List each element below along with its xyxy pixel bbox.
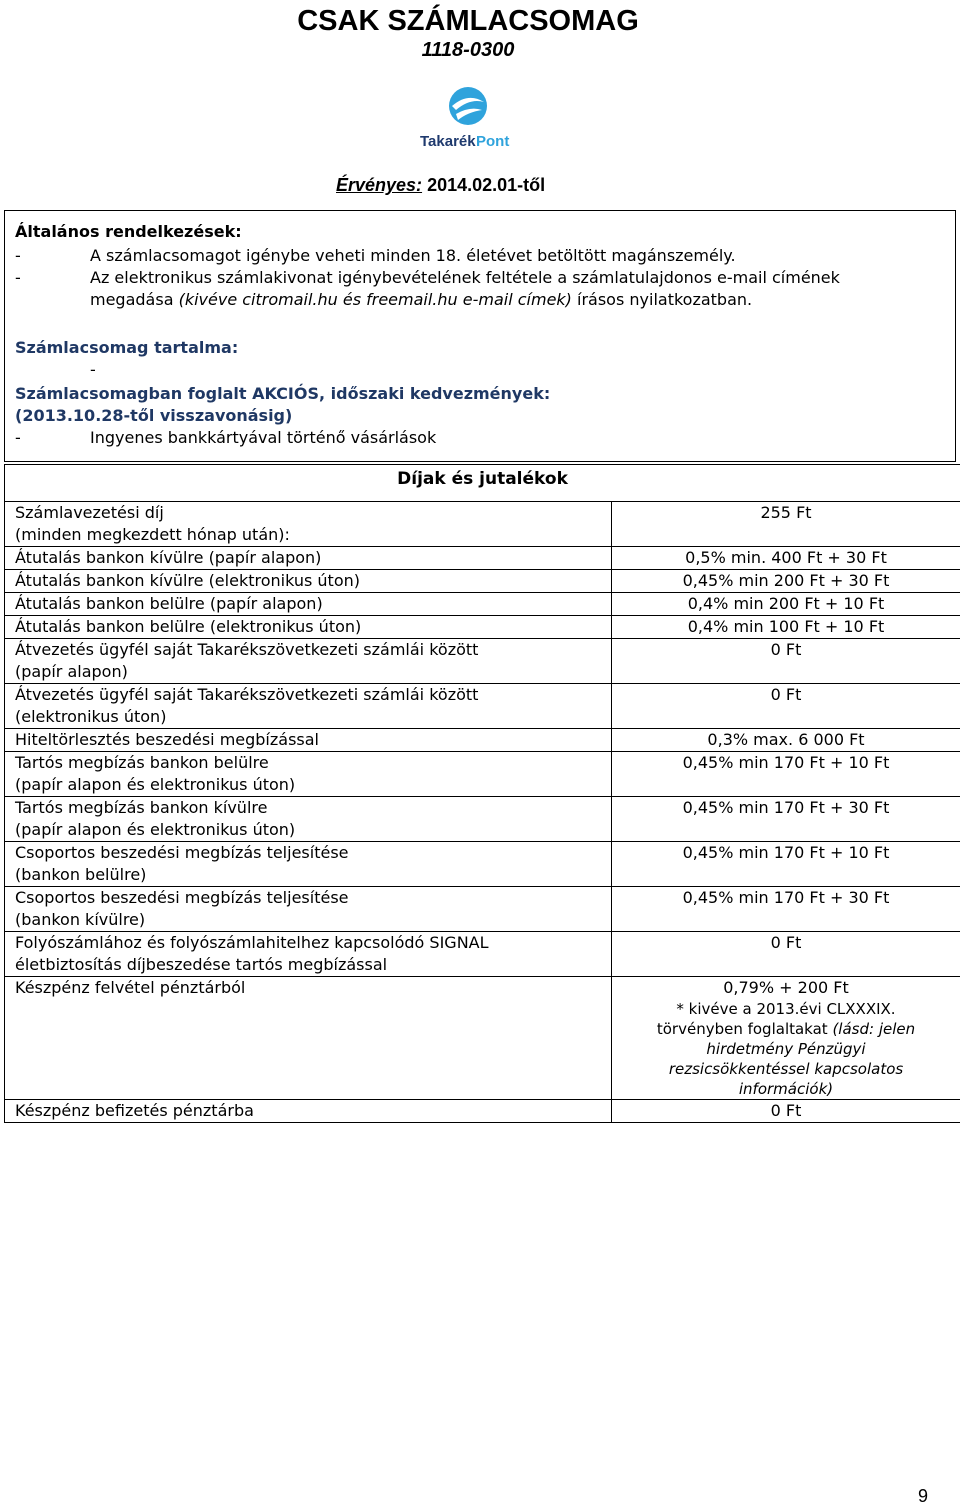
general-item-2: - Az elektronikus számlakivonat igénybevételének feltétele a számlatulajdonos e-mail címének <box>15 268 840 287</box>
cash-withdrawal-note: * kivéve a 2013.évi CLXXXIX. törvényben foglaltakat (lásd: jelen hirdetmény Pénzügyi rezsicsökkentéssel kapcsolatos információk) <box>656 1000 916 1098</box>
promo-period: (2013.10.28-től visszavonásig) <box>15 406 293 425</box>
takarekpont-logo <box>418 84 518 154</box>
general-provisions-box <box>4 210 956 462</box>
cash-withdrawal-value: 0,79% + 200 Ft <box>723 978 849 997</box>
package-code: 1118-0300 <box>421 39 515 61</box>
validity-label: Érvényes: <box>336 175 423 195</box>
table-row: Átutalás bankon belülre (elektronikus úton) 0,4% min 100 Ft + 10 Ft <box>5 616 960 639</box>
table-row: Tartós megbízás bankon belülre (papír alapon és elektronikus úton) 0,45% min 170 Ft + 10 Ft <box>5 752 960 797</box>
table-row: Átvezetés ügyfél saját Takarékszövetkezeti számlái között (elektronikus úton) 0 Ft <box>5 684 960 729</box>
package-item: - <box>90 360 96 379</box>
promo-item: - Ingyenes bankkártyával történő vásárlások <box>15 428 437 447</box>
fees-heading: Díjak és jutalékok <box>5 465 960 502</box>
validity <box>336 174 545 196</box>
document-title: CSAK SZÁMLACSOMAG <box>297 5 639 37</box>
page-number: 9 <box>918 1486 929 1506</box>
table-row: Készpénz felvétel pénztárból 0,79% + 200 Ft * kivéve a 2013.évi CLXXXIX. törvényben foglaltakat (lásd: jelen hirdetmény Pénzügyi rezsicsökkentéssel kapcsolatos információk) <box>5 977 960 1100</box>
table-row: Átutalás bankon kívülre (elektronikus úton) 0,45% min 200 Ft + 30 Ft <box>5 570 960 593</box>
table-row: Átvezetés ügyfél saját Takarékszövetkezeti számlái között (papír alapon) 0 Ft <box>5 639 960 684</box>
fees-table <box>4 464 960 1123</box>
table-row: Folyószámlához és folyószámlahitelhez kapcsolódó SIGNAL életbiztosítás díjbeszedése tartós megbízással 0 Ft <box>5 932 960 977</box>
promo-heading: Számlacsomagban foglalt AKCIÓS, időszaki kedvezmények: <box>15 384 551 403</box>
table-row: Átutalás bankon kívülre (papír alapon) 0,5% min. 400 Ft + 30 Ft <box>5 547 960 570</box>
general-heading: Általános rendelkezések: <box>15 222 242 241</box>
svg-text:Takarék: Takarék <box>420 133 476 150</box>
table-row: Hiteltörlesztés beszedési megbízással 0,3% max. 6 000 Ft <box>5 729 960 752</box>
svg-text:Pont: Pont <box>476 133 510 150</box>
package-heading: Számlacsomag tartalma: <box>15 338 239 357</box>
table-row: Csoportos beszedési megbízás teljesítése (bankon belülre) 0,45% min 170 Ft + 10 Ft <box>5 842 960 887</box>
general-item-1: - A számlacsomagot igénybe veheti minden 18. életévet betöltött magánszemély. <box>15 246 736 265</box>
table-row: Készpénz befizetés pénztárba 0 Ft <box>5 1100 960 1123</box>
table-row: Átutalás bankon belülre (papír alapon) 0,4% min 200 Ft + 10 Ft <box>5 593 960 616</box>
general-item-2-cont: megadása (kivéve citromail.hu és freemail.hu e-mail címek) írásos nyilatkozatban. <box>90 290 753 309</box>
table-row: Számlavezetési díj (minden megkezdett hónap után): 255 Ft <box>5 502 960 547</box>
table-row: Tartós megbízás bankon kívülre (papír alapon és elektronikus úton) 0,45% min 170 Ft + 30 Ft <box>5 797 960 842</box>
validity-date: 2014.02.01-től <box>427 175 546 195</box>
table-row: Csoportos beszedési megbízás teljesítése (bankon kívülre) 0,45% min 170 Ft + 30 Ft <box>5 887 960 932</box>
